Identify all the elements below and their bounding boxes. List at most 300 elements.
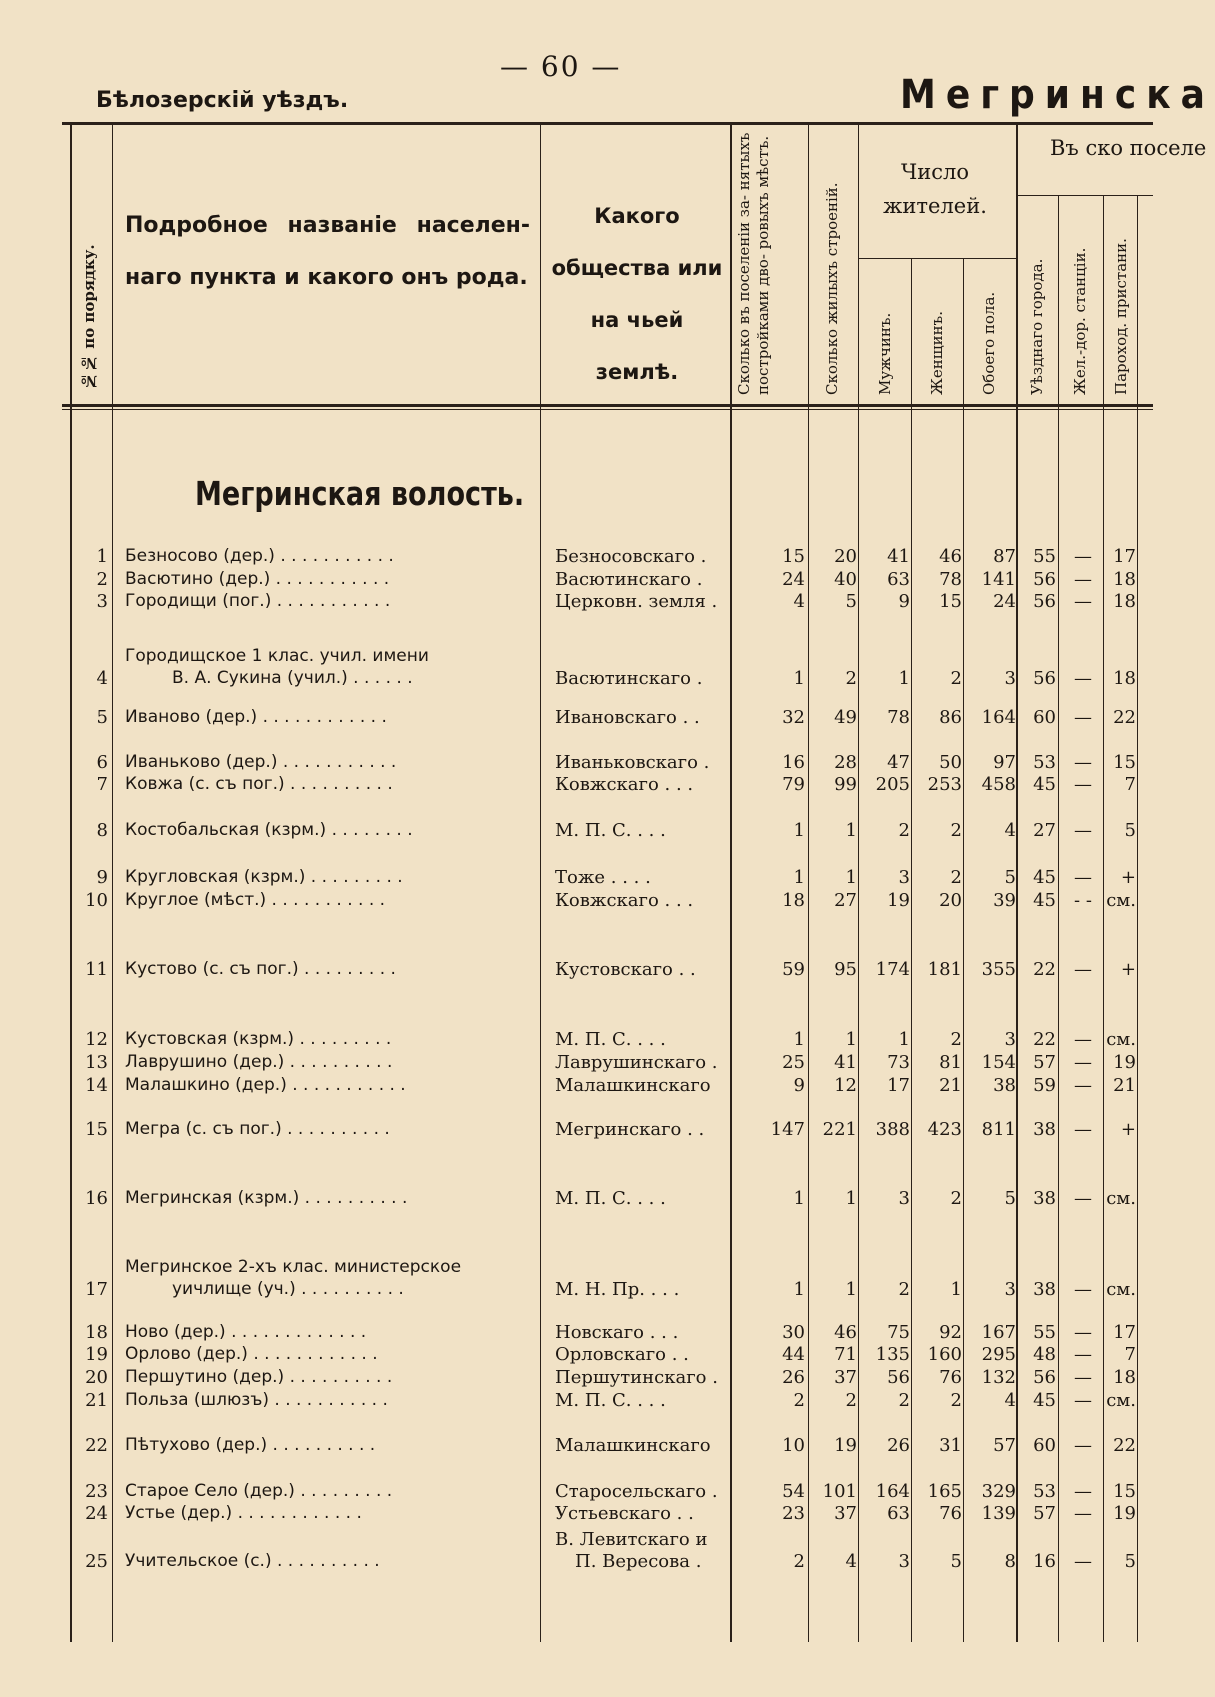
buildings-value: 101: [822, 1481, 857, 1502]
place-name: Городищское 1 клас. учил. имени: [125, 646, 429, 666]
place-name: Мегринская (кзрм.) . . . . . . . . . .: [125, 1188, 408, 1208]
men-value: 9: [898, 591, 910, 612]
men-value: 56: [887, 1367, 910, 1388]
town-distance: 45: [1033, 890, 1056, 911]
women-value: 92: [939, 1322, 962, 1343]
society-name: Ковжскаго . . .: [555, 890, 694, 911]
divider-rail: [1103, 195, 1104, 1642]
top-rule: [62, 122, 1153, 125]
dist-group-rule: [1016, 195, 1153, 196]
society-name: Устьевскаго . .: [555, 1503, 694, 1524]
row-number: 3: [96, 591, 108, 612]
women-value: 76: [939, 1503, 962, 1524]
pier-distance: 15: [1113, 752, 1136, 773]
row-number: 8: [96, 820, 108, 841]
society-name: В. Левитскаго и: [555, 1529, 708, 1550]
place-name: В. А. Сукина (учил.) . . . . . .: [172, 668, 413, 688]
men-value: 3: [898, 867, 910, 888]
pier-distance: см.: [1106, 1279, 1136, 1300]
header-society: Какого общества или на чьей землѣ.: [551, 204, 723, 384]
society-name: Иваньковскаго .: [555, 752, 710, 773]
total-value: 8: [1004, 1551, 1016, 1572]
women-value: 2: [950, 1390, 962, 1411]
place-name: Старое Село (дер.) . . . . . . . . .: [125, 1481, 393, 1501]
total-value: 4: [1004, 820, 1016, 841]
society-name: Орловскаго . .: [555, 1344, 689, 1365]
row-number: 19: [85, 1344, 108, 1365]
total-value: 167: [981, 1322, 1016, 1343]
rail-distance: —: [1074, 569, 1092, 590]
town-distance: 55: [1033, 1322, 1056, 1343]
households-value: 25: [782, 1052, 805, 1073]
households-value: 1: [793, 668, 805, 689]
district-title: Бѣлозерскій уѣздъ.: [96, 88, 349, 113]
buildings-value: 99: [834, 774, 857, 795]
table-row: [0, 1434, 1153, 1457]
place-name: Костобальская (кзрм.) . . . . . . . .: [125, 820, 413, 840]
table-row: [0, 1187, 1153, 1210]
rail-distance: —: [1074, 752, 1092, 773]
town-distance: 57: [1033, 1503, 1056, 1524]
total-value: 355: [981, 959, 1016, 980]
buildings-value: 1: [845, 1029, 857, 1050]
pier-distance: 5: [1124, 820, 1136, 841]
pier-distance: 19: [1113, 1503, 1136, 1524]
table-row: [0, 889, 1153, 912]
pier-distance: 18: [1113, 569, 1136, 590]
total-value: 4: [1004, 1390, 1016, 1411]
table-row: [0, 1028, 1153, 1051]
total-value: 3: [1004, 1279, 1016, 1300]
households-value: 44: [782, 1344, 805, 1365]
place-name: Кустовская (кзрм.) . . . . . . . . .: [125, 1029, 392, 1049]
society-name: Васютинскаго .: [555, 569, 703, 590]
society-name: Лаврушинскаго .: [555, 1052, 718, 1073]
buildings-value: 37: [834, 1367, 857, 1388]
header-dist-group: Въ ско поселе: [1050, 136, 1207, 160]
rail-distance: —: [1074, 1188, 1092, 1209]
header-rule: [62, 404, 1153, 407]
town-distance: 60: [1033, 707, 1056, 728]
buildings-value: 49: [834, 707, 857, 728]
rail-distance: —: [1074, 1390, 1092, 1411]
town-distance: 53: [1033, 752, 1056, 773]
rail-distance: —: [1074, 1481, 1092, 1502]
pier-distance: 19: [1113, 1052, 1136, 1073]
total-value: 38: [993, 1075, 1016, 1096]
rail-distance: —: [1074, 1075, 1092, 1096]
place-name: Мегринское 2-хъ клас. министерское: [125, 1257, 462, 1277]
header-households: Сколько въ поселеніи за- нятыхъ постройками дво- ровыхъ мѣстъ.: [735, 132, 772, 395]
pier-distance: 18: [1113, 1367, 1136, 1388]
buildings-value: 28: [834, 752, 857, 773]
row-number: 18: [85, 1322, 108, 1343]
men-value: 41: [887, 546, 910, 567]
table-row: [0, 706, 1153, 729]
table-row: [0, 568, 1153, 591]
society-name: Першутинскаго .: [555, 1367, 718, 1388]
row-number: 22: [85, 1435, 108, 1456]
men-value: 164: [875, 1481, 910, 1502]
table-row: [0, 1074, 1153, 1097]
total-value: 39: [993, 890, 1016, 911]
row-number: 17: [85, 1279, 108, 1300]
households-value: 1: [793, 1188, 805, 1209]
men-value: 19: [887, 890, 910, 911]
rail-distance: —: [1074, 959, 1092, 980]
rail-distance: —: [1074, 546, 1092, 567]
pier-distance: 22: [1113, 707, 1136, 728]
place-name: Учительское (с.) . . . . . . . . . .: [125, 1551, 380, 1571]
women-value: 160: [927, 1344, 962, 1365]
women-value: 20: [939, 890, 962, 911]
rail-distance: —: [1074, 1279, 1092, 1300]
table-row: [0, 1480, 1153, 1503]
town-distance: 57: [1033, 1052, 1056, 1073]
table-row: [0, 1502, 1153, 1525]
row-number: 6: [96, 752, 108, 773]
households-value: 23: [782, 1503, 805, 1524]
buildings-value: 1: [845, 1279, 857, 1300]
table-row: [0, 1366, 1153, 1389]
households-value: 9: [793, 1075, 805, 1096]
table-row: [0, 773, 1153, 796]
total-value: 3: [1004, 1029, 1016, 1050]
rail-distance: —: [1074, 820, 1092, 841]
town-distance: 45: [1033, 867, 1056, 888]
header-rail: Жел.-дор. станціи.: [1071, 247, 1089, 395]
header-men: Мужчинъ.: [876, 312, 894, 395]
women-value: 165: [927, 1481, 962, 1502]
women-value: 181: [927, 959, 962, 980]
men-value: 26: [887, 1435, 910, 1456]
table-row: [0, 1343, 1153, 1366]
women-value: 2: [950, 1029, 962, 1050]
women-value: 31: [939, 1435, 962, 1456]
table-row: [0, 590, 1153, 613]
women-value: 1: [950, 1279, 962, 1300]
buildings-value: 221: [822, 1119, 857, 1140]
households-value: 15: [782, 546, 805, 567]
pier-distance: +: [1120, 1119, 1136, 1140]
total-value: 5: [1004, 1188, 1016, 1209]
place-name: Кустово (с. съ пог.) . . . . . . . . .: [125, 959, 396, 979]
total-value: 811: [981, 1119, 1016, 1140]
place-name: Устье (дер.) . . . . . . . . . . . .: [125, 1503, 362, 1523]
place-name: Круглое (мѣст.) . . . . . . . . . . .: [125, 890, 386, 910]
buildings-value: 27: [834, 890, 857, 911]
rail-distance: —: [1074, 1503, 1092, 1524]
men-value: 1: [898, 668, 910, 689]
total-value: 141: [981, 569, 1016, 590]
rail-distance: —: [1074, 1367, 1092, 1388]
households-value: 54: [782, 1481, 805, 1502]
society-name: П. Вересова .: [575, 1551, 702, 1572]
header-rule-2: [62, 409, 1153, 410]
society-name: Безносовскаго .: [555, 546, 707, 567]
men-value: 17: [887, 1075, 910, 1096]
men-value: 174: [875, 959, 910, 980]
women-value: 50: [939, 752, 962, 773]
rail-distance: —: [1074, 1344, 1092, 1365]
place-name: Першутино (дер.) . . . . . . . . . .: [125, 1367, 393, 1387]
header-women: Женщинъ.: [928, 311, 946, 395]
buildings-value: 71: [834, 1344, 857, 1365]
society-name: Церковн. земля .: [555, 591, 718, 612]
total-value: 97: [993, 752, 1016, 773]
rail-distance: —: [1074, 1052, 1092, 1073]
women-value: 46: [939, 546, 962, 567]
buildings-value: 1: [845, 1188, 857, 1209]
pier-distance: 15: [1113, 1481, 1136, 1502]
households-value: 1: [793, 1279, 805, 1300]
row-number: 5: [96, 707, 108, 728]
table-row: [0, 1389, 1153, 1412]
society-name: М. П. С. . . .: [555, 1390, 666, 1411]
households-value: 1: [793, 1029, 805, 1050]
society-name: Старосельскаго .: [555, 1481, 718, 1502]
rail-distance: - -: [1074, 890, 1092, 911]
place-name: Пѣтухово (дер.) . . . . . . . . . .: [125, 1435, 376, 1455]
pier-distance: 17: [1113, 546, 1136, 567]
society-name: Мегринскаго . .: [555, 1119, 705, 1140]
header-pop-group: Число жителей.: [883, 160, 987, 218]
table-row: [0, 958, 1153, 981]
pier-distance: 7: [1124, 774, 1136, 795]
total-value: 87: [993, 546, 1016, 567]
place-name: Лаврушино (дер.) . . . . . . . . . .: [125, 1052, 393, 1072]
buildings-value: 1: [845, 820, 857, 841]
men-value: 3: [898, 1188, 910, 1209]
header-no: №№ по порядку.: [80, 244, 98, 390]
rail-distance: —: [1074, 1029, 1092, 1050]
row-number: 21: [85, 1390, 108, 1411]
households-value: 147: [770, 1119, 805, 1140]
men-value: 73: [887, 1052, 910, 1073]
place-name: Безносово (дер.) . . . . . . . . . . .: [125, 546, 394, 566]
women-value: 423: [927, 1119, 962, 1140]
pier-distance: 5: [1124, 1551, 1136, 1572]
society-name: Ивановскаго . .: [555, 707, 700, 728]
women-value: 81: [939, 1052, 962, 1073]
households-value: 10: [782, 1435, 805, 1456]
buildings-value: 4: [845, 1551, 857, 1572]
town-distance: 59: [1033, 1075, 1056, 1096]
town-distance: 22: [1033, 1029, 1056, 1050]
pier-distance: см.: [1106, 1188, 1136, 1209]
women-value: 2: [950, 867, 962, 888]
header-buildings: Сколько жилыхъ строеній.: [823, 182, 841, 395]
men-value: 205: [875, 774, 910, 795]
households-value: 32: [782, 707, 805, 728]
place-name: Мегра (с. съ пог.) . . . . . . . . . .: [125, 1119, 390, 1139]
pier-distance: 7: [1124, 1344, 1136, 1365]
town-distance: 48: [1033, 1344, 1056, 1365]
women-value: 15: [939, 591, 962, 612]
pier-distance: 21: [1113, 1075, 1136, 1096]
row-number: 25: [85, 1551, 108, 1572]
society-name: М. П. С. . . .: [555, 1188, 666, 1209]
total-value: 132: [981, 1367, 1016, 1388]
header-total: Обоего пола.: [980, 291, 998, 395]
households-value: 24: [782, 569, 805, 590]
row-number: 16: [85, 1188, 108, 1209]
buildings-value: 19: [834, 1435, 857, 1456]
divider-town: [1058, 195, 1059, 1642]
town-distance: 38: [1033, 1279, 1056, 1300]
men-value: 47: [887, 752, 910, 773]
men-value: 63: [887, 569, 910, 590]
town-distance: 38: [1033, 1188, 1056, 1209]
place-name: Малашкино (дер.) . . . . . . . . . . .: [125, 1075, 406, 1095]
rail-distance: —: [1074, 591, 1092, 612]
place-name: Иваново (дер.) . . . . . . . . . . . .: [125, 707, 387, 727]
town-distance: 56: [1033, 591, 1056, 612]
place-name: Кругловская (кзрм.) . . . . . . . . .: [125, 867, 403, 887]
row-number: 15: [85, 1119, 108, 1140]
pier-distance: 18: [1113, 591, 1136, 612]
pier-distance: +: [1120, 867, 1136, 888]
society-name: Малашкинскаго: [555, 1435, 711, 1456]
women-value: 76: [939, 1367, 962, 1388]
town-distance: 60: [1033, 1435, 1056, 1456]
men-value: 135: [875, 1344, 910, 1365]
pier-distance: +: [1120, 959, 1136, 980]
households-value: 26: [782, 1367, 805, 1388]
women-value: 2: [950, 820, 962, 841]
households-value: 18: [782, 890, 805, 911]
town-distance: 38: [1033, 1119, 1056, 1140]
households-value: 4: [793, 591, 805, 612]
table-row: [0, 646, 1153, 690]
households-value: 30: [782, 1322, 805, 1343]
table-row: [0, 1321, 1153, 1344]
society-name: М. Н. Пр. . . .: [555, 1279, 680, 1300]
place-name: Иваньково (дер.) . . . . . . . . . . .: [125, 752, 397, 772]
buildings-value: 5: [845, 591, 857, 612]
table-row: [0, 751, 1153, 774]
table-row: [0, 545, 1153, 568]
place-name: Ново (дер.) . . . . . . . . . . . . .: [125, 1322, 367, 1342]
rail-distance: —: [1074, 867, 1092, 888]
men-value: 2: [898, 1390, 910, 1411]
buildings-value: 41: [834, 1052, 857, 1073]
row-number: 4: [96, 668, 108, 689]
buildings-value: 20: [834, 546, 857, 567]
households-value: 2: [793, 1551, 805, 1572]
row-number: 11: [85, 959, 108, 980]
pier-distance: см.: [1106, 890, 1136, 911]
women-value: 78: [939, 569, 962, 590]
total-value: 458: [981, 774, 1016, 795]
rail-distance: —: [1074, 1119, 1092, 1140]
town-distance: 53: [1033, 1481, 1056, 1502]
rail-distance: —: [1074, 1322, 1092, 1343]
society-name: Ковжскаго . . .: [555, 774, 694, 795]
men-value: 2: [898, 820, 910, 841]
buildings-value: 46: [834, 1322, 857, 1343]
town-distance: 56: [1033, 1367, 1056, 1388]
pop-group-rule: [858, 258, 1016, 259]
table-row: [0, 1257, 1153, 1301]
row-number: 13: [85, 1052, 108, 1073]
town-distance: 56: [1033, 668, 1056, 689]
place-name: Ковжа (с. съ пог.) . . . . . . . . . .: [125, 774, 393, 794]
society-name: М. П. С. . . .: [555, 820, 666, 841]
men-value: 388: [875, 1119, 910, 1140]
households-value: 2: [793, 1390, 805, 1411]
buildings-value: 1: [845, 867, 857, 888]
row-number: 23: [85, 1481, 108, 1502]
men-value: 2: [898, 1279, 910, 1300]
total-value: 295: [981, 1344, 1016, 1365]
total-value: 24: [993, 591, 1016, 612]
society-name: Новскаго . . .: [555, 1322, 679, 1343]
households-value: 1: [793, 820, 805, 841]
rail-distance: —: [1074, 707, 1092, 728]
place-name: Польза (шлюзъ) . . . . . . . . . . .: [125, 1390, 388, 1410]
table-row: [0, 1051, 1153, 1074]
society-name: Кустовскаго . .: [555, 959, 696, 980]
households-value: 16: [782, 752, 805, 773]
town-distance: 56: [1033, 569, 1056, 590]
men-value: 75: [887, 1322, 910, 1343]
buildings-value: 95: [834, 959, 857, 980]
place-name: Орлово (дер.) . . . . . . . . . . . .: [125, 1344, 378, 1364]
town-distance: 16: [1033, 1551, 1056, 1572]
place-name: Васютино (дер.) . . . . . . . . . . .: [125, 569, 390, 589]
rail-distance: —: [1074, 1551, 1092, 1572]
buildings-value: 40: [834, 569, 857, 590]
section-title: Мегринская волость.: [195, 474, 525, 513]
buildings-value: 2: [845, 1390, 857, 1411]
households-value: 79: [782, 774, 805, 795]
pier-distance: 22: [1113, 1435, 1136, 1456]
place-name: Городищи (пог.) . . . . . . . . . . .: [125, 591, 391, 611]
row-number: 1: [96, 546, 108, 567]
society-name: Васютинскаго .: [555, 668, 703, 689]
rail-distance: —: [1074, 1435, 1092, 1456]
town-distance: 45: [1033, 774, 1056, 795]
town-distance: 45: [1033, 1390, 1056, 1411]
pier-distance: см.: [1106, 1390, 1136, 1411]
women-value: 2: [950, 668, 962, 689]
women-value: 253: [927, 774, 962, 795]
running-title: Мегринска: [900, 72, 1215, 118]
men-value: 1: [898, 1029, 910, 1050]
row-number: 20: [85, 1367, 108, 1388]
page-number: — 60 —: [500, 50, 622, 83]
women-value: 86: [939, 707, 962, 728]
header-name: Подробное названіе населен- наго пункта и какого онъ рода.: [125, 213, 530, 290]
row-number: 9: [96, 867, 108, 888]
women-value: 5: [950, 1551, 962, 1572]
total-value: 3: [1004, 668, 1016, 689]
table-row: [0, 1529, 1153, 1573]
men-value: 63: [887, 1503, 910, 1524]
society-name: Тоже . . . .: [555, 867, 651, 888]
header-pier: Пароход. пристани.: [1112, 238, 1130, 395]
row-number: 12: [85, 1029, 108, 1050]
pier-distance: 18: [1113, 668, 1136, 689]
buildings-value: 37: [834, 1503, 857, 1524]
buildings-value: 12: [834, 1075, 857, 1096]
total-value: 154: [981, 1052, 1016, 1073]
total-value: 164: [981, 707, 1016, 728]
households-value: 1: [793, 867, 805, 888]
society-name: М. П. С. . . .: [555, 1029, 666, 1050]
pier-distance: 17: [1113, 1322, 1136, 1343]
